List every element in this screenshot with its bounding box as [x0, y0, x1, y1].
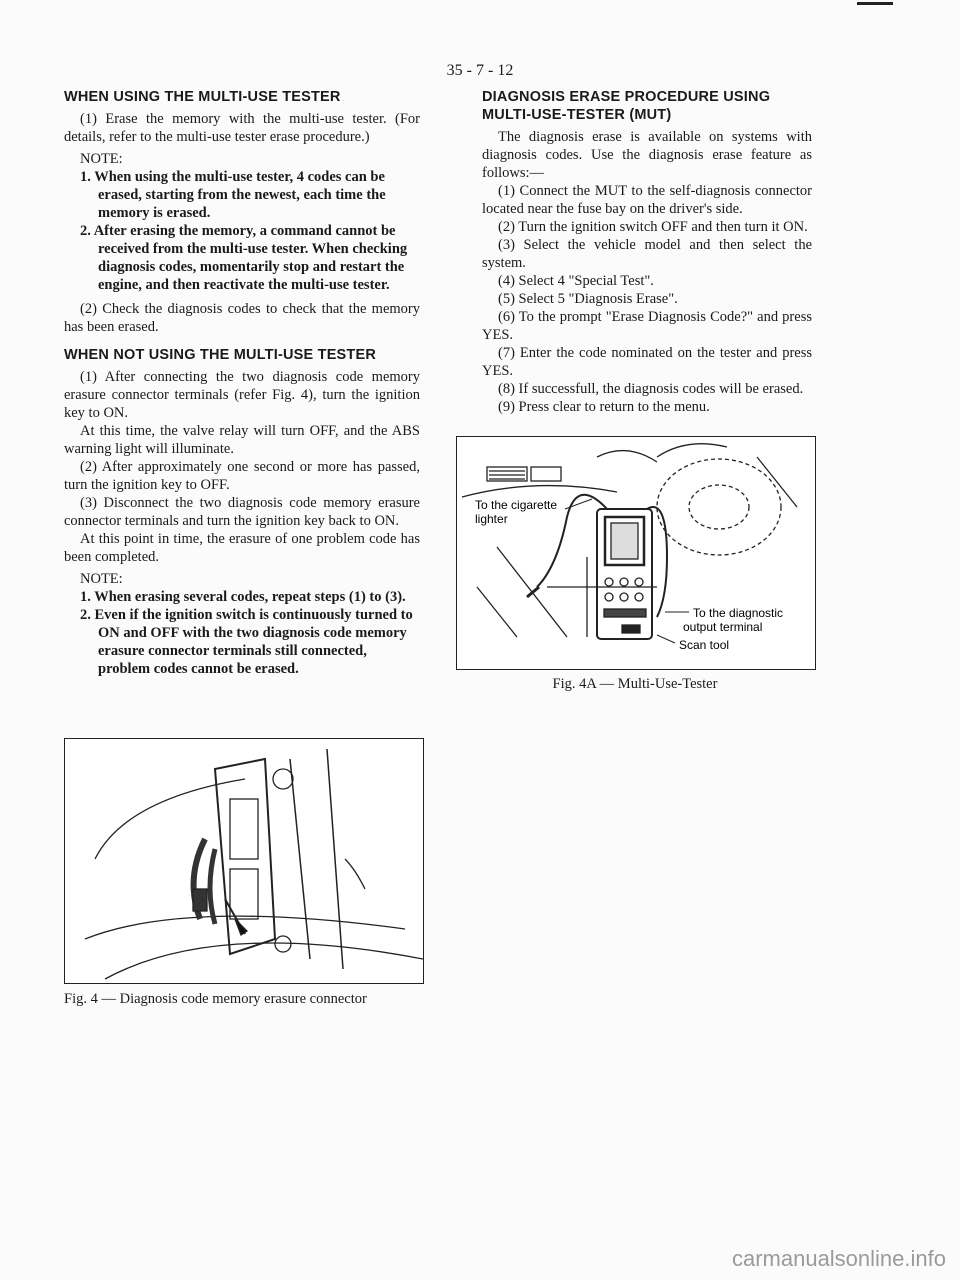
watermark: carmanualsonline.info — [731, 1246, 946, 1271]
paragraph: The diagnosis erase is available on systems with diagnosis codes. Use the diagnosis erase feature as follows:— — [482, 129, 812, 181]
figure-caption-4: Fig. 4 — Diagnosis code memory erasure connector — [64, 991, 367, 1007]
note-item: 2. Even if the ignition switch is continuously turned to ON and OFF with the two diagnosis code memory erasure connector terminals still connected, problem codes cannot be erased. — [80, 607, 413, 677]
step: (7) Enter the code nominated on the tester and press YES. — [482, 345, 812, 379]
heading-diagnosis-erase: DIAGNOSIS ERASE PROCEDURE USING MULTI-USE-TESTER (MUT) — [482, 89, 771, 123]
right-column — [482, 88, 812, 416]
step: (5) Select 5 "Diagnosis Erase". — [498, 291, 678, 307]
paragraph: (3) Disconnect the two diagnosis code memory erasure connector terminals and turn the ignition key back to ON. — [64, 495, 420, 529]
note-item: 1. When using the multi-use tester, 4 codes can be erased, starting from the newest, each time the memory is erased. — [80, 169, 386, 221]
step: (3) Select the vehicle model and then select the system. — [482, 237, 812, 271]
note-label: NOTE: — [80, 151, 123, 167]
note-item: 2. After erasing the memory, a command cannot be received from the multi-use tester. When checking diagnosis codes, momentarily stop and restart the engine, and then reactivate the multi-use tester. — [80, 223, 408, 293]
step: (9) Press clear to return to the menu. — [498, 399, 710, 415]
paragraph: (1) After connecting the two diagnosis code memory erasure connector terminals (refer Fig. 4), turn the ignition key to ON. — [64, 369, 420, 421]
label-lighter: lighter — [475, 512, 508, 526]
figure-erasure-connector — [64, 738, 424, 984]
label-output-terminal: output terminal — [683, 620, 763, 634]
label-cigarette: To the cigarette — [475, 498, 558, 512]
label-scan-tool: Scan tool — [679, 638, 730, 652]
heading-using-tester: WHEN USING THE MULTI-USE TESTER — [64, 89, 341, 105]
paragraph: At this time, the valve relay will turn OFF, and the ABS warning light will illuminate. — [64, 423, 420, 457]
paragraph: At this point in time, the erasure of one problem code has been completed. — [64, 531, 420, 565]
paragraph: (1) Erase the memory with the multi-use tester. (For details, refer to the multi-use tester erase procedure.) — [64, 111, 420, 145]
left-column — [64, 88, 420, 678]
step: (4) Select 4 "Special Test". — [498, 273, 654, 289]
label-diagnostic: To the diagnostic — [693, 606, 784, 620]
paragraph: (2) Check the diagnosis codes to check that the memory has been erased. — [64, 301, 420, 335]
erasure-connector-illustration — [65, 739, 423, 983]
page-number: 35 - 7 - 12 — [446, 62, 514, 79]
figure-caption-4a: Fig. 4A — Multi-Use-Tester — [552, 676, 718, 692]
step: (2) Turn the ignition switch OFF and then turn it ON. — [498, 219, 808, 235]
step: (6) To the prompt "Erase Diagnosis Code?" and press YES. — [482, 309, 812, 343]
figure-multi-use-tester — [456, 436, 816, 670]
step: (1) Connect the MUT to the self-diagnosis connector located near the fuse bay on the driver's side. — [482, 183, 812, 217]
paragraph: (2) After approximately one second or more has passed, turn the ignition key to OFF. — [64, 459, 420, 493]
step: (8) If successfull, the diagnosis codes will be erased. — [498, 381, 804, 397]
note-item: 1. When erasing several codes, repeat steps (1) to (3). — [80, 589, 406, 605]
note-label: NOTE: — [80, 571, 123, 587]
corner-mark — [857, 2, 893, 5]
multi-use-tester-illustration — [457, 437, 815, 669]
heading-not-using-tester: WHEN NOT USING THE MULTI-USE TESTER — [64, 347, 377, 363]
